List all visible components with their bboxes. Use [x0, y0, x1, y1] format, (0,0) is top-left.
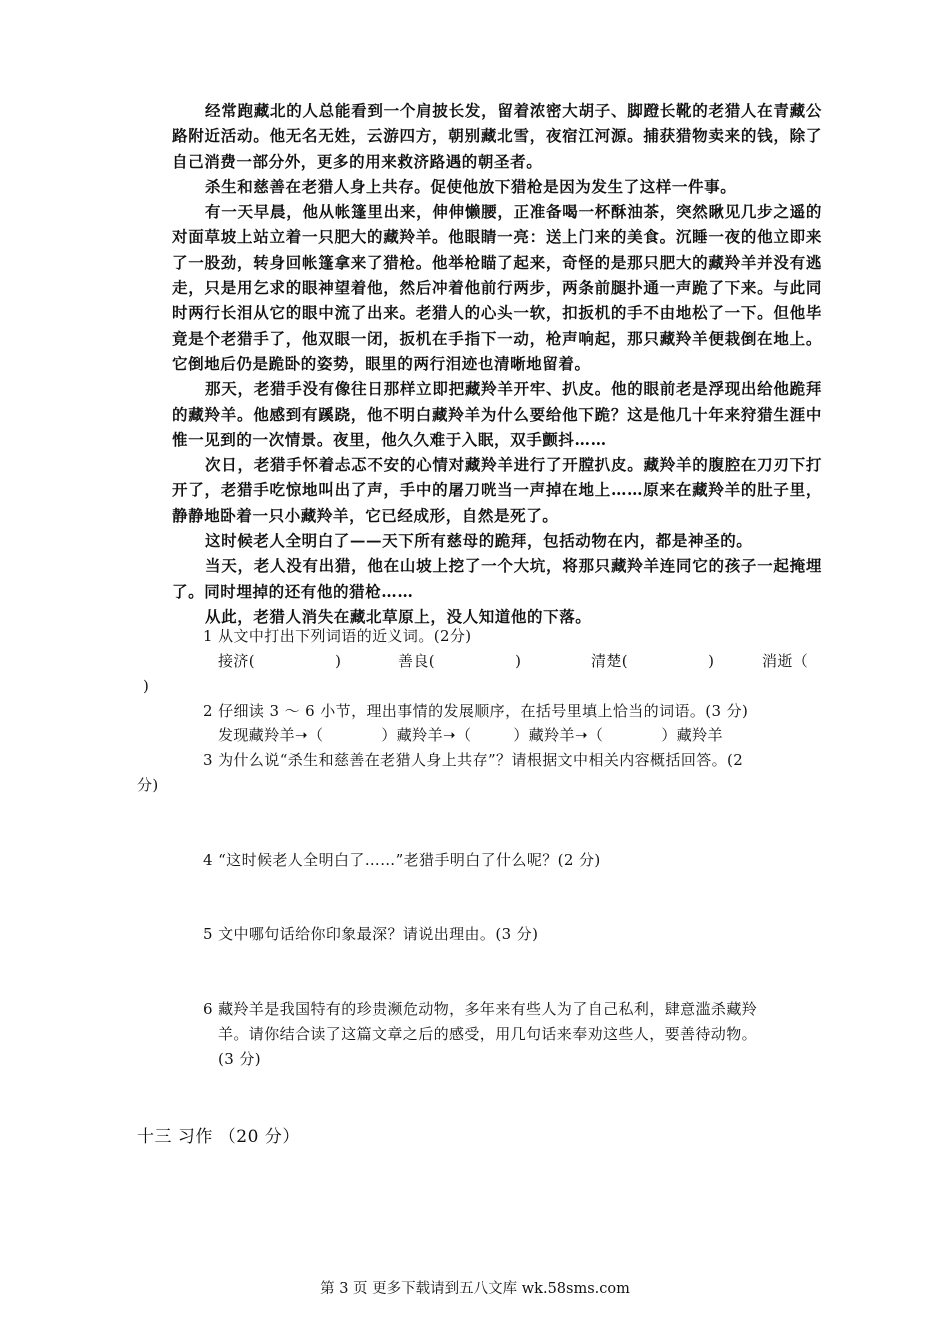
- q2-chain-step-2: ）藏羚羊➝（: [381, 726, 472, 744]
- question-1-word-4: [762, 649, 808, 674]
- question-3-wrap: 分): [137, 776, 159, 794]
- q2-chain-step-3: ）藏羚羊➝（: [513, 726, 604, 744]
- passage-paragraph-6: 这时候老人全明白了——天下所有慈母的跪拜，包括动物在内，都是神圣的。: [205, 531, 753, 551]
- question-2-chain: [218, 723, 723, 748]
- composition-section-title: 十三 习作 （20 分）: [137, 1127, 300, 1147]
- passage-paragraph-1: 经常跑藏北的人总能看到一个肩披长发，留着浓密大胡子、脚蹬长靴的老猎人在青藏公路附近活动。他无名无姓，云游四方，朝别藏北雪，夜宿江河源。捕获猎物卖来的钱，除了自己消费一部分外，更多的用来救济路遇的朝圣者。: [172, 101, 822, 171]
- passage-paragraph-4: 那天，老猎手没有像往日那样立即把藏羚羊开牢、扒皮。他的眼前老是浮现出给他跪拜的藏羚羊。他感到有蹊跷，他不明白藏羚羊为什么要给他下跪？这是他几十年来狩猎生涯中惟一见到的一次情景。夜里，他久久难于入眠，双手颤抖……: [172, 379, 822, 449]
- page-footer: 第 3 页 更多下载请到五八文库 wk.58sms.com: [320, 1281, 630, 1297]
- passage-paragraph-3: 有一天早晨，他从帐篷里出来，伸伸懒腰，正准备喝一杯酥油茶，突然瞅见几步之遥的对面草坡上站立着一只肥大的藏羚羊。他眼睛一亮：送上门来的美食。沉睡一夜的他立即来了一股劲，转身回帐篷拿来了猎枪。他举枪瞄了起来，奇怪的是那只肥大的藏羚羊并没有逃走，只是用乞求的眼神望着他，然后冲着他前行两步，两条前腿扑通一声跪了下来。与此同时两行长泪从它的眼中流了出来。老猎人的心头一软，扣扳机的手不由地松了一下。但他毕竟是个老猎手了，他双眼一闭，扳机在手指下一动，枪声响起，那只藏羚羊便栽倒在地上。它倒地后仍是跪卧的姿势，眼里的两行泪迹也清晰地留着。: [172, 202, 822, 373]
- question-1-word-1: [218, 649, 341, 674]
- passage-paragraph-5: 次日，老猎手怀着忐忑不安的心情对藏羚羊进行了开膛扒皮。藏羚羊的腹腔在刀刃下打开了，老猎手吃惊地叫出了声，手中的屠刀咣当一声掉在地上……原来在藏羚羊的肚子里，静静地卧着一只小藏羚羊，它已经成形，自然是死了。: [172, 455, 822, 525]
- q1-word-label: 接济(: [218, 652, 256, 670]
- question-3-prompt: 3 为什么说“杀生和慈善在老猎人身上共存”？请根据文中相关内容概括回答。(2: [203, 751, 744, 769]
- passage-paragraph-8: 从此，老猎人消失在藏北草原上，没人知道他的下落。: [205, 606, 592, 626]
- reading-passage: [172, 98, 822, 629]
- q1-word-label: 消逝（: [762, 652, 809, 670]
- q1-word-label: 善良(: [398, 652, 436, 670]
- passage-paragraph-7: 当天，老人没有出猎，他在山坡上挖了一个大坑，将那只藏羚羊连同它的孩子一起掩埋了。同时埋掉的还有他的猎枪……: [172, 556, 822, 601]
- question-2-prompt: 2 仔细读 3 ～ 6 小节，理出事情的发展顺序，在括号里填上恰当的词语。(3 分): [203, 702, 749, 720]
- question-6-line-3: (3 分): [218, 1050, 262, 1068]
- question-6-line-1: 6 藏羚羊是我国特有的珍贵濒危动物，多年来有些人为了自己私利，肆意滥杀藏羚: [203, 1000, 758, 1018]
- q1-close-paren: ): [335, 652, 342, 670]
- question-5-prompt: 5 文中哪句话给你印象最深？请说出理由。(3 分): [203, 925, 539, 943]
- q1-close-paren: ): [708, 652, 715, 670]
- question-1-prompt: 1 从文中打出下列词语的近义词。(2分): [203, 627, 472, 645]
- passage-paragraph-2: 杀生和慈善在老猎人身上共存。促使他放下猎枪是因为发生了这样一件事。: [205, 176, 737, 196]
- q2-chain-step-4: ）藏羚羊: [661, 726, 723, 744]
- q2-chain-step-1: 发现藏羚羊➝（: [218, 726, 324, 744]
- question-6-line-2: 羊。请你结合读了这篇文章之后的感受，用几句话来奉劝这些人，要善待动物。: [218, 1025, 758, 1043]
- question-1-word-2: [398, 649, 521, 674]
- q1-word-label: 清楚(: [591, 652, 629, 670]
- question-1-wrap-paren: ): [143, 677, 150, 695]
- question-4-prompt: 4 “这时候老人全明白了……”老猎手明白了什么呢？(2 分): [203, 851, 601, 869]
- q1-close-paren: ): [515, 652, 522, 670]
- question-1-word-3: [591, 649, 714, 674]
